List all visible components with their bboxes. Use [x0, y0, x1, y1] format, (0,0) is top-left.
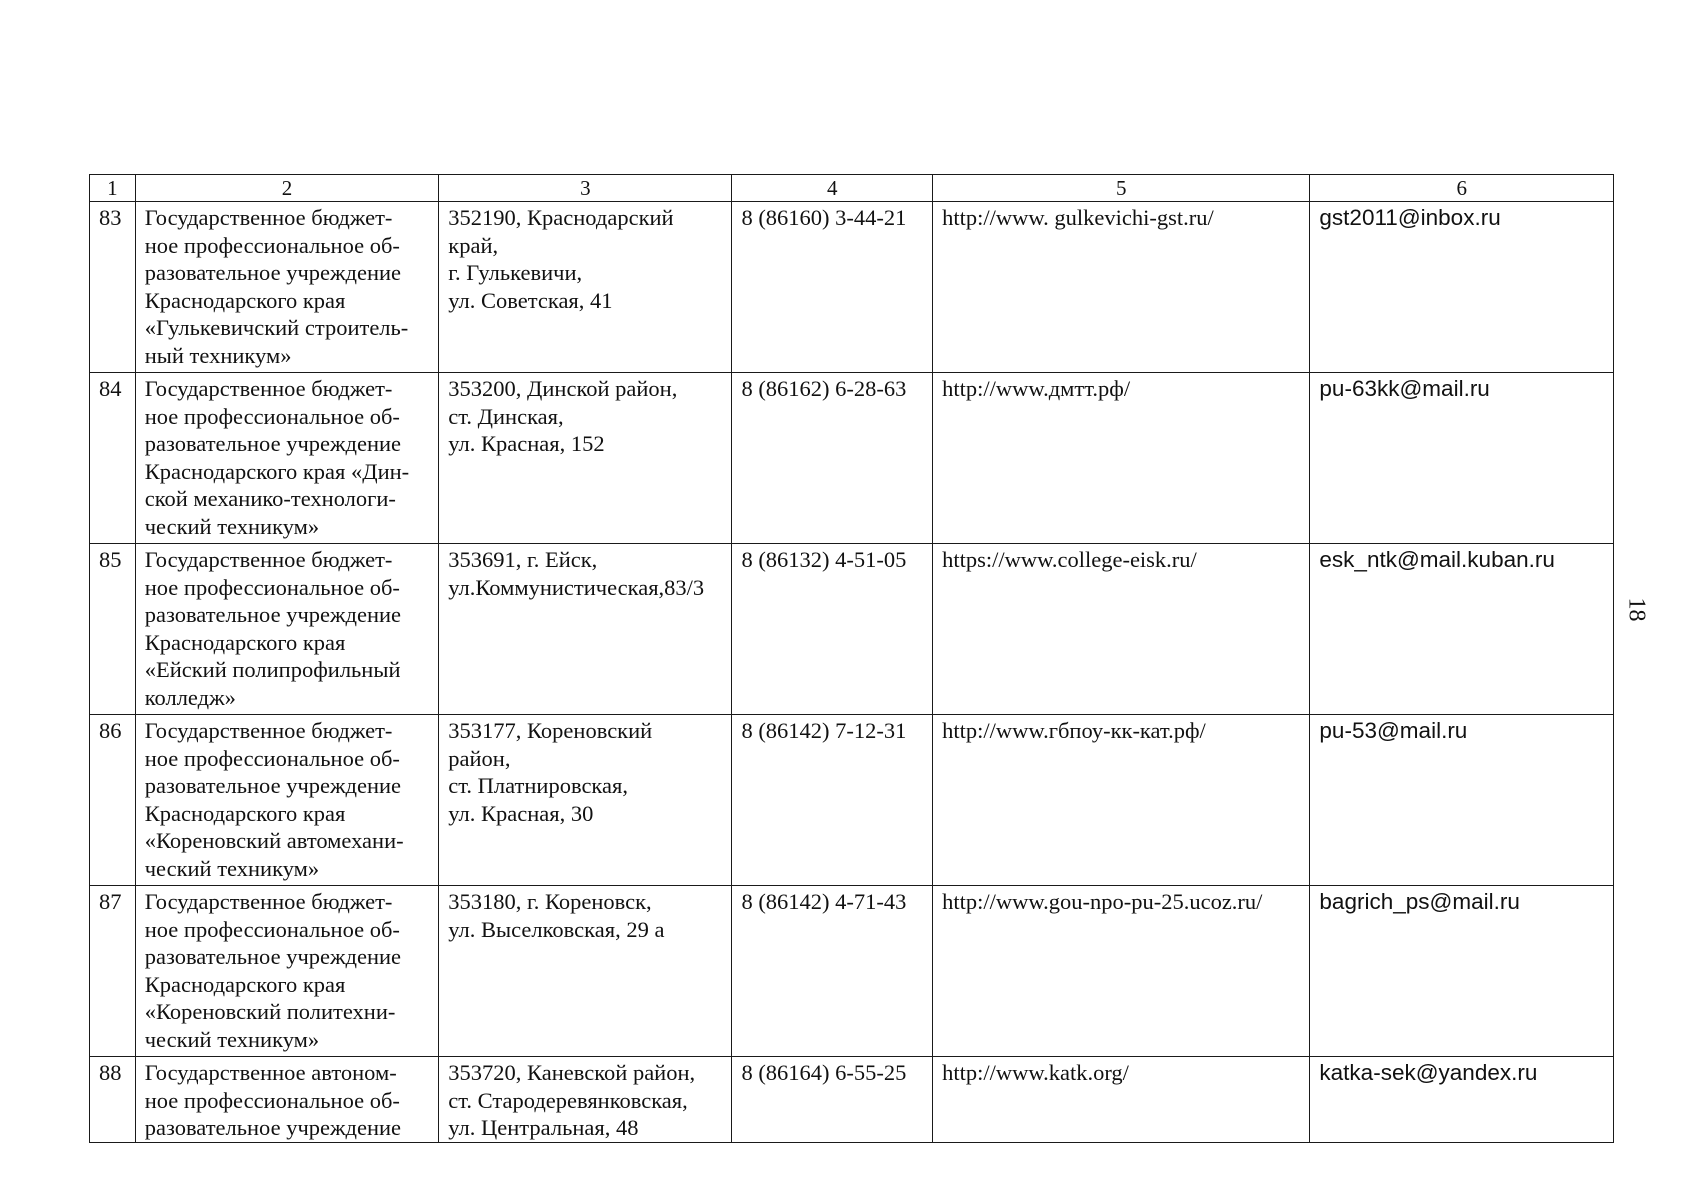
address-cell: [439, 715, 732, 886]
website-cell: http://www. gulkevichi-gst.ru/: [933, 202, 1310, 373]
address-cell: [439, 373, 732, 544]
institution-name-line: Государственное бюджет-: [144, 718, 393, 743]
institution-name-cell: [135, 202, 439, 373]
email-cell: bagrich_ps@mail.ru: [1310, 886, 1614, 1057]
institution-name-cell: [135, 715, 439, 886]
table-body: [90, 202, 1614, 1143]
institution-name-line: разовательное учреждение: [144, 602, 402, 628]
row-number-cell: 87: [90, 886, 136, 1057]
email-cell: gst2011@inbox.ru: [1310, 202, 1614, 373]
institution-name-line: Краснодарского края: [144, 971, 346, 997]
institution-name-line: ческий техникум»: [144, 855, 320, 881]
website-cell: http://www.дмтт.рф/: [933, 373, 1310, 544]
institution-name-line: ный техникум»: [144, 342, 292, 368]
institution-name-line: разовательное учреждение: [144, 431, 402, 457]
institution-name-line: колледж»: [144, 684, 236, 710]
phone-cell: 8 (86142) 7-12-31: [732, 715, 933, 886]
institution-name-line: ное профессиональное об-: [144, 403, 400, 429]
address-line: ул. Центральная, 48: [448, 1115, 639, 1141]
phone-cell: 8 (86164) 6-55-25: [732, 1057, 933, 1143]
institution-name-line: ное профессиональное об-: [144, 745, 400, 771]
institution-name-line: Государственное бюджет-: [144, 547, 393, 572]
address-line: район,: [448, 745, 511, 771]
table-row: [90, 544, 1614, 715]
address-cell: [439, 1057, 732, 1143]
row-number-cell: 85: [90, 544, 136, 715]
email-cell: pu-53@mail.ru: [1310, 715, 1614, 886]
institution-name-line: Государственное автоном-: [144, 1060, 397, 1085]
address-cell: [439, 544, 732, 715]
address-line: 353200, Динской район,: [448, 376, 678, 401]
address-line: край,: [448, 232, 499, 258]
institution-name-cell: [135, 1057, 439, 1143]
institution-name-line: «Кореновский политехни-: [144, 999, 396, 1025]
header-row: [90, 175, 1614, 202]
address-line: ул. Выселковская, 29 а: [448, 916, 665, 942]
institution-name-line: разовательное учреждение: [144, 1115, 402, 1141]
address-line: ул. Красная, 30: [448, 800, 594, 826]
email-cell: katka-sek@yandex.ru: [1310, 1057, 1614, 1143]
table-row: [90, 202, 1614, 373]
email-cell: esk_ntk@mail.kuban.ru: [1310, 544, 1614, 715]
header-cell-6: 6: [1310, 175, 1614, 202]
address-cell: [439, 202, 732, 373]
institution-name-line: Краснодарского края: [144, 629, 346, 655]
institution-name-cell: [135, 886, 439, 1057]
institution-name-cell: [135, 544, 439, 715]
institution-name-line: ное профессиональное об-: [144, 574, 400, 600]
institution-name-line: разовательное учреждение: [144, 773, 402, 799]
address-cell: [439, 886, 732, 1057]
email-cell: pu-63kk@mail.ru: [1310, 373, 1614, 544]
address-line: ст. Динская,: [448, 403, 564, 429]
institution-name-line: ской механико-технологи-: [144, 486, 396, 512]
institution-name-line: ное профессиональное об-: [144, 232, 400, 258]
phone-cell: 8 (86132) 4-51-05: [732, 544, 933, 715]
table-row: [90, 373, 1614, 544]
address-line: ст. Стародеревянковская,: [448, 1087, 688, 1113]
address-line: г. Гулькевичи,: [448, 260, 583, 286]
header-cell-1: 1: [90, 175, 136, 202]
institution-name-line: «Гулькевичский строитель-: [144, 315, 409, 341]
institution-name-line: разовательное учреждение: [144, 944, 402, 970]
page-number: 18: [1623, 597, 1650, 622]
institution-name-line: ное профессиональное об-: [144, 1087, 400, 1113]
institution-name-line: ческий техникум»: [144, 1026, 320, 1052]
website-cell: http://www.гбпоу-кк-кат.рф/: [933, 715, 1310, 886]
institution-name-line: Государственное бюджет-: [144, 205, 393, 230]
row-number-cell: 83: [90, 202, 136, 373]
table-row: [90, 886, 1614, 1057]
header-cell-3: 3: [439, 175, 732, 202]
institution-name-line: Краснодарского края: [144, 800, 346, 826]
address-line: 353720, Каневской район,: [448, 1060, 696, 1085]
header-cell-2: 2: [135, 175, 439, 202]
institution-name-line: «Кореновский автомехани-: [144, 828, 404, 854]
website-cell: http://www.gou-npo-pu-25.ucoz.ru/: [933, 886, 1310, 1057]
institution-name-line: «Ейский полипрофильный: [144, 657, 401, 683]
address-line: 353177, Кореновский: [448, 718, 653, 743]
institution-name-line: ческий техникум»: [144, 513, 320, 539]
institution-name-line: разовательное учреждение: [144, 260, 402, 286]
institutions-table: [89, 174, 1614, 1143]
row-number-cell: 88: [90, 1057, 136, 1143]
address-line: 353180, г. Кореновск,: [448, 889, 652, 914]
address-line: 353691, г. Ейск,: [448, 547, 598, 572]
address-line: ул. Советская, 41: [448, 287, 613, 313]
website-cell: http://www.katk.org/: [933, 1057, 1310, 1143]
header-cell-5: 5: [933, 175, 1310, 202]
row-number-cell: 86: [90, 715, 136, 886]
website-cell: https://www.college-eisk.ru/: [933, 544, 1310, 715]
header-cell-4: 4: [732, 175, 933, 202]
table-row: [90, 1057, 1614, 1143]
phone-cell: 8 (86160) 3-44-21: [732, 202, 933, 373]
institution-name-line: Краснодарского края «Дин-: [144, 458, 410, 484]
address-line: ул.Коммунистическая,83/3: [448, 574, 705, 600]
phone-cell: 8 (86162) 6-28-63: [732, 373, 933, 544]
row-number-cell: 84: [90, 373, 136, 544]
address-line: ул. Красная, 152: [448, 431, 605, 457]
institution-name-line: Краснодарского края: [144, 287, 346, 313]
institution-name-line: ное профессиональное об-: [144, 916, 400, 942]
table-row: [90, 715, 1614, 886]
address-line: 352190, Краснодарский: [448, 205, 674, 230]
institution-name-line: Государственное бюджет-: [144, 889, 393, 914]
address-line: ст. Платнировская,: [448, 773, 628, 799]
phone-cell: 8 (86142) 4-71-43: [732, 886, 933, 1057]
institution-name-cell: [135, 373, 439, 544]
institution-name-line: Государственное бюджет-: [144, 376, 393, 401]
